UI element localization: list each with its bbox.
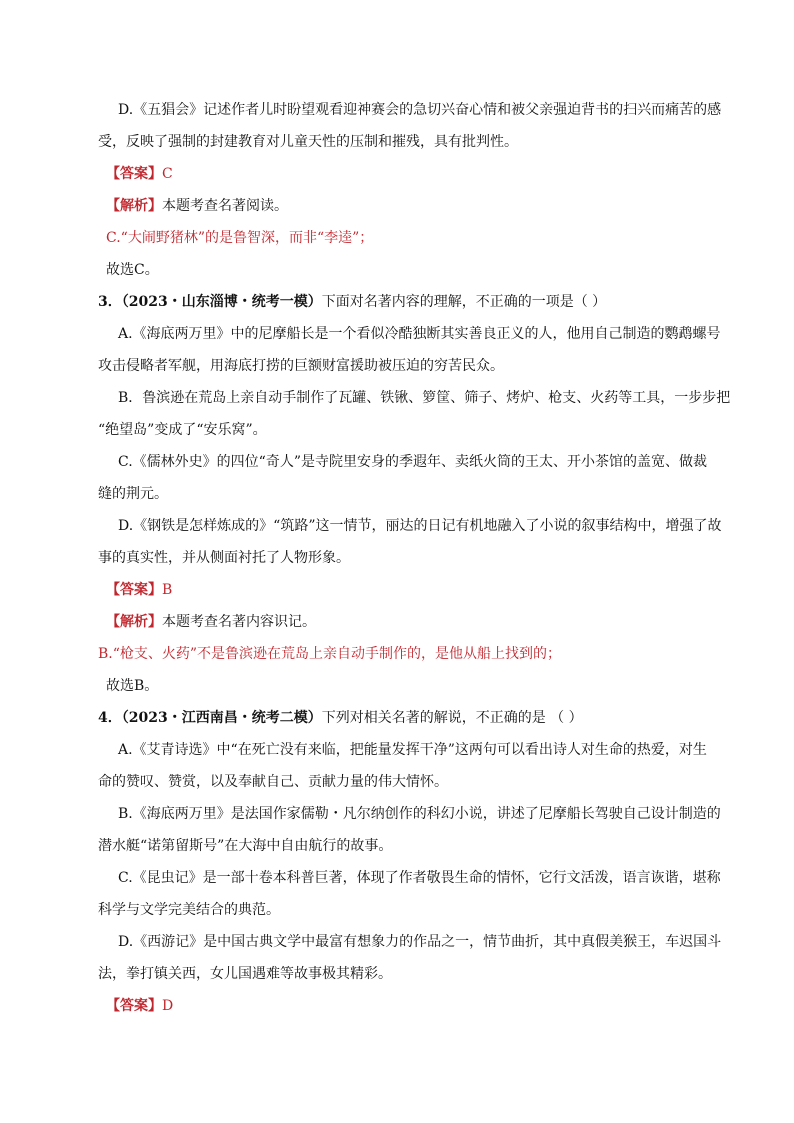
q3-analysis-row xyxy=(106,612,316,632)
q4-answer-tag: 【答案】 xyxy=(106,998,162,1014)
q3-answer-value: B xyxy=(162,582,173,598)
q4-answer-row xyxy=(106,996,173,1016)
q4-option-d-line-1: D.《西游记》是中国古典文学中最富有想象力的作品之一，情节曲折，其中真假美猴王，车迟国斗 xyxy=(118,934,722,950)
analysis-text: 本题考查名著阅读。 xyxy=(162,198,288,214)
q3-analysis-detail-red: B.“枪支、火药”不是鲁滨逊在荒岛上亲自动手制作的，是他从船上找到的； xyxy=(98,646,562,662)
analysis-detail-red: C.“大闹野猪林”的是鲁智深，而非“李逵”； xyxy=(106,230,374,246)
answer-value: C xyxy=(162,166,173,182)
option-d-line-1: D.《五猖会》记述作者儿时盼望观看迎神赛会的急切兴奋心情和被父亲强迫背书的扫兴而痛苦的感 xyxy=(118,102,722,118)
question-4-header xyxy=(98,708,583,728)
q3-answer-row xyxy=(106,580,172,600)
q4-option-c-line-2: 科学与文学完美结合的典范。 xyxy=(98,902,280,918)
analysis-tag: 【解析】 xyxy=(106,198,162,214)
q3-option-a-line-2: 攻击侵略者军舰，用海底打捞的巨额财富援助被压迫的穷苦民众。 xyxy=(98,358,504,374)
analysis-row xyxy=(106,196,288,216)
q4-option-b-line-2: 潜水艇“诺第留斯号”在大海中自由航行的故事。 xyxy=(98,838,393,854)
q3-option-c-line-1: C.《儒林外史》的四位“奇人”是寺院里安身的季遐年、卖纸火筒的王太、开小茶馆的盖宽、做裁 xyxy=(118,454,707,470)
q4-option-a-line-2: 命的赞叹、赞赏，以及奉献自己、贡献力量的伟大情怀。 xyxy=(98,774,448,790)
q3-option-b-line-1: B．鲁滨逊在荒岛上亲自动手制作了瓦罐、铁锹、箩筐、筛子、烤炉、枪支、火药等工具，一步步把 xyxy=(118,390,731,406)
answer-row xyxy=(106,164,173,184)
q3-answer-tag: 【答案】 xyxy=(106,582,162,598)
conclusion-text: 故选C。 xyxy=(106,262,159,278)
q4-answer-value: D xyxy=(162,998,174,1014)
q3-analysis-text: 本题考查名著内容识记。 xyxy=(162,614,316,630)
q3-analysis-tag: 【解析】 xyxy=(106,614,162,630)
question-3-header xyxy=(98,292,606,312)
q4-option-d-line-2: 法，拳打镇关西，女儿国遇难等故事极其精彩。 xyxy=(98,966,392,982)
q3-option-d-line-2: 事的真实性，并从侧面衬托了人物形象。 xyxy=(98,550,350,566)
q3-option-b-line-2: “绝望岛”变成了“安乐窝”。 xyxy=(98,422,267,438)
answer-tag: 【答案】 xyxy=(106,166,162,182)
q4-option-a-line-1: A.《艾青诗选》中“在死亡没有来临，把能量发挥干净”这两句可以看出诗人对生命的热爱，对生 xyxy=(118,742,707,758)
q3-option-d-line-1: D.《钢铁是怎样炼成的》“筑路”这一情节，丽达的日记有机地融入了小说的叙事结构中，增强了故 xyxy=(118,518,722,534)
q3-conclusion-text: 故选B。 xyxy=(106,678,159,694)
q3-option-c-line-2: 缝的荆元。 xyxy=(98,486,168,502)
question-4-stem: 下列对相关名著的解说，不正确的是 （ ） xyxy=(321,710,583,726)
question-3-source: 3．（2023・山东淄博・统考一模） xyxy=(98,294,322,310)
question-3-stem: 下面对名著内容的理解，不正确的一项是（ ） xyxy=(321,294,607,310)
q4-option-b-line-1: B.《海底两万里》是法国作家儒勒・凡尔纳创作的科幻小说，讲述了尼摩船长驾驶自己设计制造的 xyxy=(118,806,721,822)
option-d-line-2: 受，反映了强制的封建教育对儿童天性的压制和摧残，具有批判性。 xyxy=(98,134,518,150)
q3-option-a-line-1: A.《海底两万里》中的尼摩船长是一个看似冷酷独断其实善良正义的人，他用自己制造的鹦鹉螺号 xyxy=(118,326,721,342)
q4-option-c-line-1: C.《昆虫记》是一部十卷本科普巨著，体现了作者敬畏生命的情怀，它行文活泼，语言诙谐，堪称 xyxy=(118,870,721,886)
question-4-source: 4．（2023・江西南昌・统考二模） xyxy=(98,710,322,726)
